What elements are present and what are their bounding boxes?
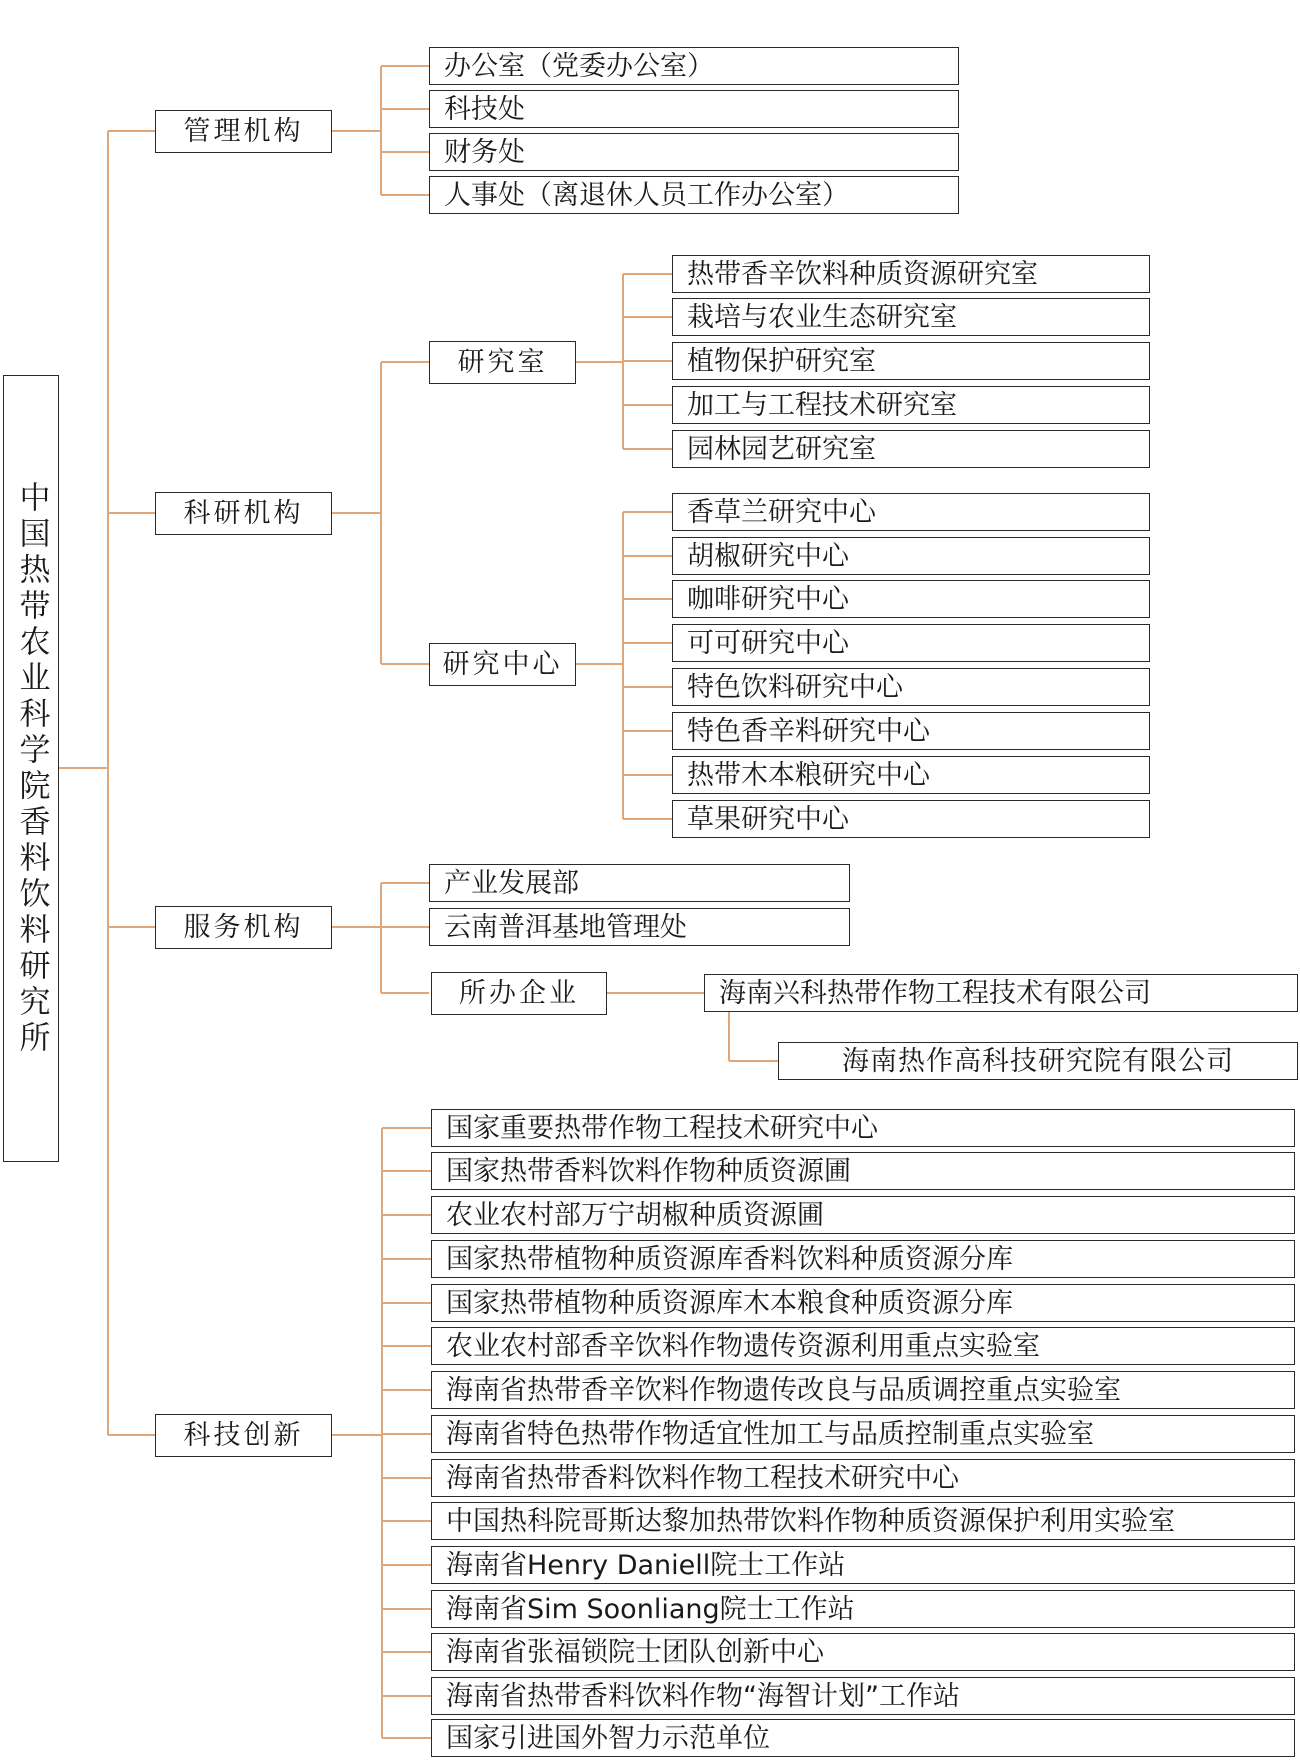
management-item: 人事处（离退休人员工作办公室） bbox=[429, 176, 959, 214]
center-item: 咖啡研究中心 bbox=[672, 580, 1150, 618]
center-item: 特色香辛料研究中心 bbox=[672, 712, 1150, 750]
innovation-item: 海南省热带香料饮料作物工程技术研究中心 bbox=[431, 1459, 1295, 1497]
enterprise-item: 海南热作高科技研究院有限公司 bbox=[778, 1042, 1298, 1080]
enterprise-item: 海南兴科热带作物工程技术有限公司 bbox=[704, 974, 1298, 1012]
center-item: 草果研究中心 bbox=[672, 800, 1150, 838]
center-item: 热带木本粮研究中心 bbox=[672, 756, 1150, 794]
management-item: 办公室（党委办公室） bbox=[429, 47, 959, 85]
lab-item: 栽培与农业生态研究室 bbox=[672, 298, 1150, 336]
center-item: 香草兰研究中心 bbox=[672, 493, 1150, 531]
lab-item: 加工与工程技术研究室 bbox=[672, 386, 1150, 424]
innovation-item: 海南省Henry Daniell院士工作站 bbox=[431, 1546, 1295, 1584]
center-item: 胡椒研究中心 bbox=[672, 537, 1150, 575]
node-research-labs: 研究室 bbox=[429, 341, 576, 384]
management-item: 财务处 bbox=[429, 133, 959, 171]
center-item: 特色饮料研究中心 bbox=[672, 668, 1150, 706]
node-enterprises: 所办企业 bbox=[431, 972, 607, 1015]
lab-item: 园林园艺研究室 bbox=[672, 430, 1150, 468]
service-item: 云南普洱基地管理处 bbox=[429, 908, 850, 946]
innovation-item: 海南省Sim Soonliang院士工作站 bbox=[431, 1590, 1295, 1628]
innovation-item: 国家热带香料饮料作物种质资源圃 bbox=[431, 1152, 1295, 1190]
node-research: 科研机构 bbox=[155, 492, 332, 535]
innovation-item: 海南省特色热带作物适宜性加工与品质控制重点实验室 bbox=[431, 1415, 1295, 1453]
innovation-item: 国家重要热带作物工程技术研究中心 bbox=[431, 1109, 1295, 1147]
innovation-item: 国家热带植物种质资源库香料饮料种质资源分库 bbox=[431, 1240, 1295, 1278]
lab-item: 植物保护研究室 bbox=[672, 342, 1150, 380]
innovation-item: 国家热带植物种质资源库木本粮食种质资源分库 bbox=[431, 1284, 1295, 1322]
center-item: 可可研究中心 bbox=[672, 624, 1150, 662]
node-innovation: 科技创新 bbox=[155, 1414, 332, 1457]
innovation-item: 中国热科院哥斯达黎加热带饮料作物种质资源保护利用实验室 bbox=[431, 1502, 1295, 1540]
management-item: 科技处 bbox=[429, 90, 959, 128]
node-research-centers: 研究中心 bbox=[429, 643, 576, 686]
innovation-item: 海南省热带香料饮料作物“海智计划”工作站 bbox=[431, 1677, 1295, 1715]
node-service: 服务机构 bbox=[155, 906, 332, 949]
innovation-item: 农业农村部万宁胡椒种质资源圃 bbox=[431, 1196, 1295, 1234]
innovation-item: 海南省张福锁院士团队创新中心 bbox=[431, 1633, 1295, 1671]
node-management: 管理机构 bbox=[155, 110, 332, 153]
service-item: 产业发展部 bbox=[429, 864, 850, 902]
innovation-item: 海南省热带香辛饮料作物遗传改良与品质调控重点实验室 bbox=[431, 1371, 1295, 1409]
innovation-item: 国家引进国外智力示范单位 bbox=[431, 1719, 1295, 1757]
lab-item: 热带香辛饮料种质资源研究室 bbox=[672, 255, 1150, 293]
innovation-item: 农业农村部香辛饮料作物遗传资源利用重点实验室 bbox=[431, 1327, 1295, 1365]
root-node: 中国热带农业科学院香料饮料研究所 bbox=[3, 375, 59, 1162]
